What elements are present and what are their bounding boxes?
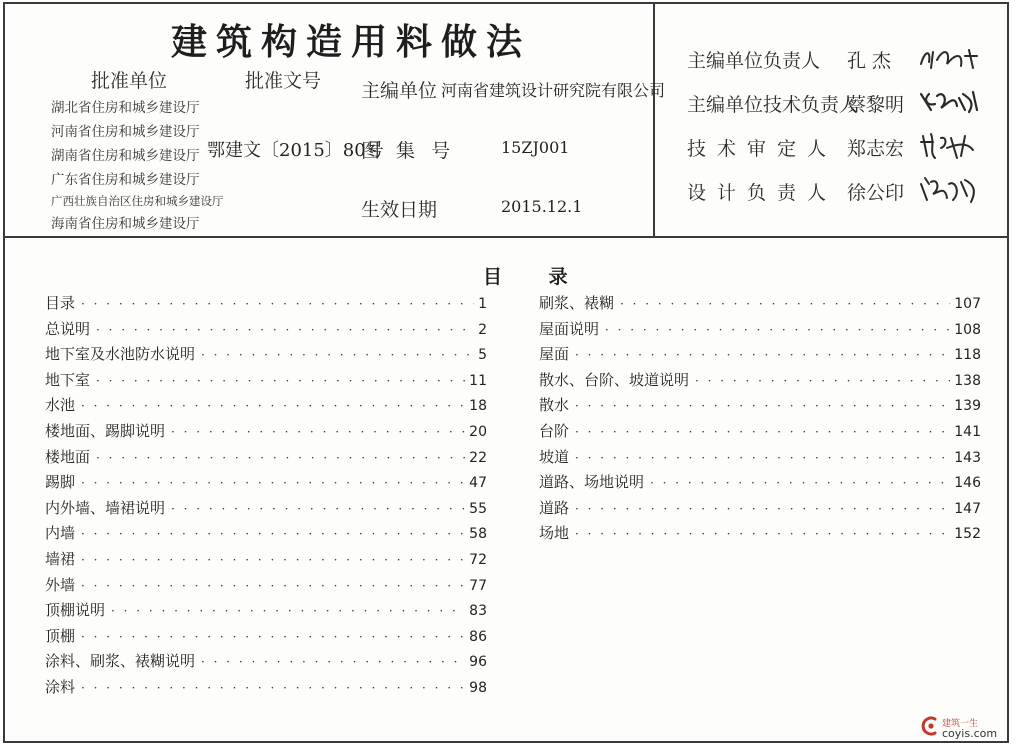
atlas-number: 15ZJ001	[501, 138, 570, 157]
toc-entry-page: 86	[469, 628, 487, 645]
approval-unit: 广西壮族自治区住房和城乡建设厅	[51, 194, 224, 208]
toc-leader-dots	[575, 343, 950, 369]
toc-entry-page: 143	[954, 449, 981, 466]
toc-entry[interactable]	[45, 317, 487, 343]
atlas-number-label: 图 集 号	[361, 140, 456, 162]
toc-entry-label: 涂料、刷浆、裱糊说明	[45, 652, 196, 671]
toc-entry[interactable]	[539, 419, 981, 445]
responsible-name: 蔡黎明	[847, 94, 905, 116]
toc-right-column	[539, 291, 981, 547]
toc-entry[interactable]	[45, 598, 487, 624]
document-title: 建筑构造用料做法	[171, 21, 532, 63]
watermark-logo-icon	[919, 714, 941, 738]
watermark-text: 建筑一生	[942, 719, 979, 729]
toc-entry-page: 20	[469, 423, 487, 440]
approval-doc-label: 批准文号	[245, 70, 322, 92]
toc-leader-dots	[81, 471, 465, 497]
responsible-role: 主编单位负责人	[687, 50, 821, 72]
toc-entry[interactable]	[45, 573, 487, 599]
toc-leader-dots	[201, 650, 465, 676]
toc-entry[interactable]	[539, 445, 981, 471]
toc-leader-dots	[81, 292, 474, 318]
toc-leader-dots	[81, 625, 465, 651]
approval-unit: 广东省住房和城乡建设厅	[51, 172, 200, 188]
title-block-divider	[653, 4, 655, 236]
toc-entry[interactable]	[45, 342, 487, 368]
toc-entry-page: 18	[469, 398, 487, 415]
toc-entry[interactable]	[539, 342, 981, 368]
toc-entry-page: 138	[954, 372, 981, 389]
toc-entry[interactable]	[45, 547, 487, 573]
toc-entry-page: 96	[469, 654, 487, 671]
toc-leader-dots	[81, 574, 465, 600]
toc-leader-dots	[81, 676, 465, 702]
toc-entry[interactable]	[45, 624, 487, 650]
toc-leader-dots	[96, 369, 465, 395]
toc-entry-label: 屋面说明	[539, 319, 600, 338]
toc-entry-page: 72	[469, 551, 487, 568]
chief-editor: 河南省建筑设计研究院有限公司	[441, 81, 666, 100]
toc-entry-label: 目录	[45, 294, 76, 312]
toc-entry-label: 楼地面、踢脚说明	[45, 421, 166, 440]
toc-entry[interactable]	[539, 291, 981, 317]
toc-leader-dots	[81, 394, 465, 420]
toc-entry[interactable]	[539, 393, 981, 419]
toc-entry-page: 1	[478, 296, 487, 312]
toc-entry-page: 47	[469, 475, 487, 492]
signature-kong	[917, 42, 983, 72]
toc-leader-dots	[650, 471, 950, 497]
toc-entry-page: 77	[469, 577, 487, 594]
toc-leader-dots	[695, 369, 950, 395]
toc-entry-label: 刷浆、裱糊	[539, 294, 615, 312]
toc-entry-label: 地下室及水池防水说明	[45, 345, 196, 364]
toc-entry-label: 总说明	[45, 319, 91, 338]
toc-leader-dots	[575, 497, 950, 523]
responsible-name: 孔 杰	[847, 50, 892, 72]
toc-entry-page: 141	[954, 423, 981, 440]
toc-leader-dots	[575, 522, 950, 548]
watermark-url[interactable]: coyis.com	[942, 727, 998, 740]
toc-entry-label: 外墙	[45, 575, 76, 594]
toc-entry[interactable]	[45, 675, 487, 701]
title-block	[5, 4, 1007, 238]
toc-entry-label: 内墙	[45, 524, 76, 543]
toc-leader-dots	[575, 420, 950, 446]
toc-entry-label: 水池	[45, 396, 76, 415]
toc-entry-page: 139	[954, 398, 981, 415]
approval-unit: 河南省住房和城乡建设厅	[51, 124, 200, 140]
toc-entry-label: 涂料	[45, 677, 76, 696]
signature-zheng	[917, 128, 983, 162]
toc-entry-label: 散水	[539, 396, 570, 415]
toc-leader-dots	[171, 420, 465, 446]
toc-leader-dots	[605, 318, 950, 344]
toc-entry-page: 118	[954, 347, 981, 364]
toc-entry[interactable]	[45, 470, 487, 496]
toc-entry-page: 108	[954, 321, 981, 338]
toc-entry-page: 55	[469, 500, 487, 517]
signature-cai	[917, 86, 983, 116]
toc-entry[interactable]	[45, 419, 487, 445]
toc-entry-page: 5	[478, 347, 487, 364]
toc-entry-page: 147	[954, 500, 981, 517]
toc-leader-dots	[171, 497, 465, 523]
toc-leader-dots	[96, 318, 474, 344]
toc-leader-dots	[201, 343, 474, 369]
toc-entry[interactable]	[539, 521, 981, 547]
toc-entry-page: 11	[469, 372, 487, 389]
toc-entry-label: 地下室	[45, 370, 91, 389]
toc-entry-page: 98	[469, 679, 487, 696]
toc-entry[interactable]	[45, 496, 487, 522]
toc-entry[interactable]	[45, 393, 487, 419]
signature-xu	[917, 172, 983, 206]
toc-entry-label: 顶棚	[45, 626, 76, 645]
toc-entry-label: 道路、场地说明	[539, 473, 645, 492]
toc-entry-page: 22	[469, 449, 487, 466]
toc-entry[interactable]	[45, 445, 487, 471]
responsible-role: 设计负责人	[687, 182, 838, 204]
toc-entry-page: 2	[478, 321, 487, 338]
toc-entry-label: 道路	[539, 498, 570, 517]
toc-left-column	[45, 291, 487, 701]
responsible-name: 徐公印	[847, 182, 905, 204]
toc-entry-page: 83	[469, 603, 487, 620]
toc-entry[interactable]	[539, 317, 981, 343]
approval-unit: 湖北省住房和城乡建设厅	[51, 100, 200, 116]
toc-entry-page: 146	[954, 475, 981, 492]
toc-entry-label: 散水、台阶、坡道说明	[539, 370, 690, 389]
toc-leader-dots	[575, 446, 950, 472]
toc-entry[interactable]	[45, 521, 487, 547]
toc-entry[interactable]	[45, 291, 487, 317]
approval-unit: 海南省住房和城乡建设厅	[51, 216, 200, 232]
document-page	[3, 2, 1009, 743]
toc-entry-page: 58	[469, 526, 487, 543]
toc-entry-label: 楼地面	[45, 447, 91, 466]
toc-entry[interactable]	[539, 496, 981, 522]
toc-leader-dots	[111, 599, 465, 625]
effective-date-label: 生效日期	[361, 199, 438, 221]
effective-date: 2015.12.1	[501, 197, 583, 216]
responsible-role: 技术审定人	[687, 138, 838, 160]
toc-title: 目 录	[483, 266, 588, 288]
toc-entry-label: 踢脚	[45, 473, 76, 492]
toc-entry-label: 场地	[539, 524, 570, 543]
toc-entry[interactable]	[539, 368, 981, 394]
toc-entry[interactable]	[45, 368, 487, 394]
toc-leader-dots	[81, 522, 465, 548]
toc-leader-dots	[620, 292, 950, 318]
toc-entry-label: 内外墙、墙裙说明	[45, 498, 166, 517]
toc-entry-label: 屋面	[539, 345, 570, 364]
toc-leader-dots	[575, 394, 950, 420]
toc-entry-label: 墙裙	[45, 549, 76, 568]
toc-entry[interactable]	[539, 470, 981, 496]
toc-leader-dots	[81, 548, 465, 574]
approval-unit-label: 批准单位	[91, 70, 168, 92]
responsible-role: 主编单位技术负责人	[687, 94, 859, 116]
toc-entry-label: 台阶	[539, 421, 570, 440]
toc-entry-label: 坡道	[539, 447, 570, 466]
chief-editor-label: 主编单位	[361, 80, 438, 102]
toc-entry-page: 107	[954, 296, 981, 312]
approval-number: 鄂建文〔2015〕80号	[207, 140, 384, 161]
toc-entry[interactable]	[45, 649, 487, 675]
toc-entry-label: 顶棚说明	[45, 601, 106, 620]
responsible-name: 郑志宏	[847, 138, 905, 160]
toc-leader-dots	[96, 446, 465, 472]
toc-entry-page: 152	[954, 526, 981, 543]
approval-unit: 湖南省住房和城乡建设厅	[51, 148, 200, 164]
